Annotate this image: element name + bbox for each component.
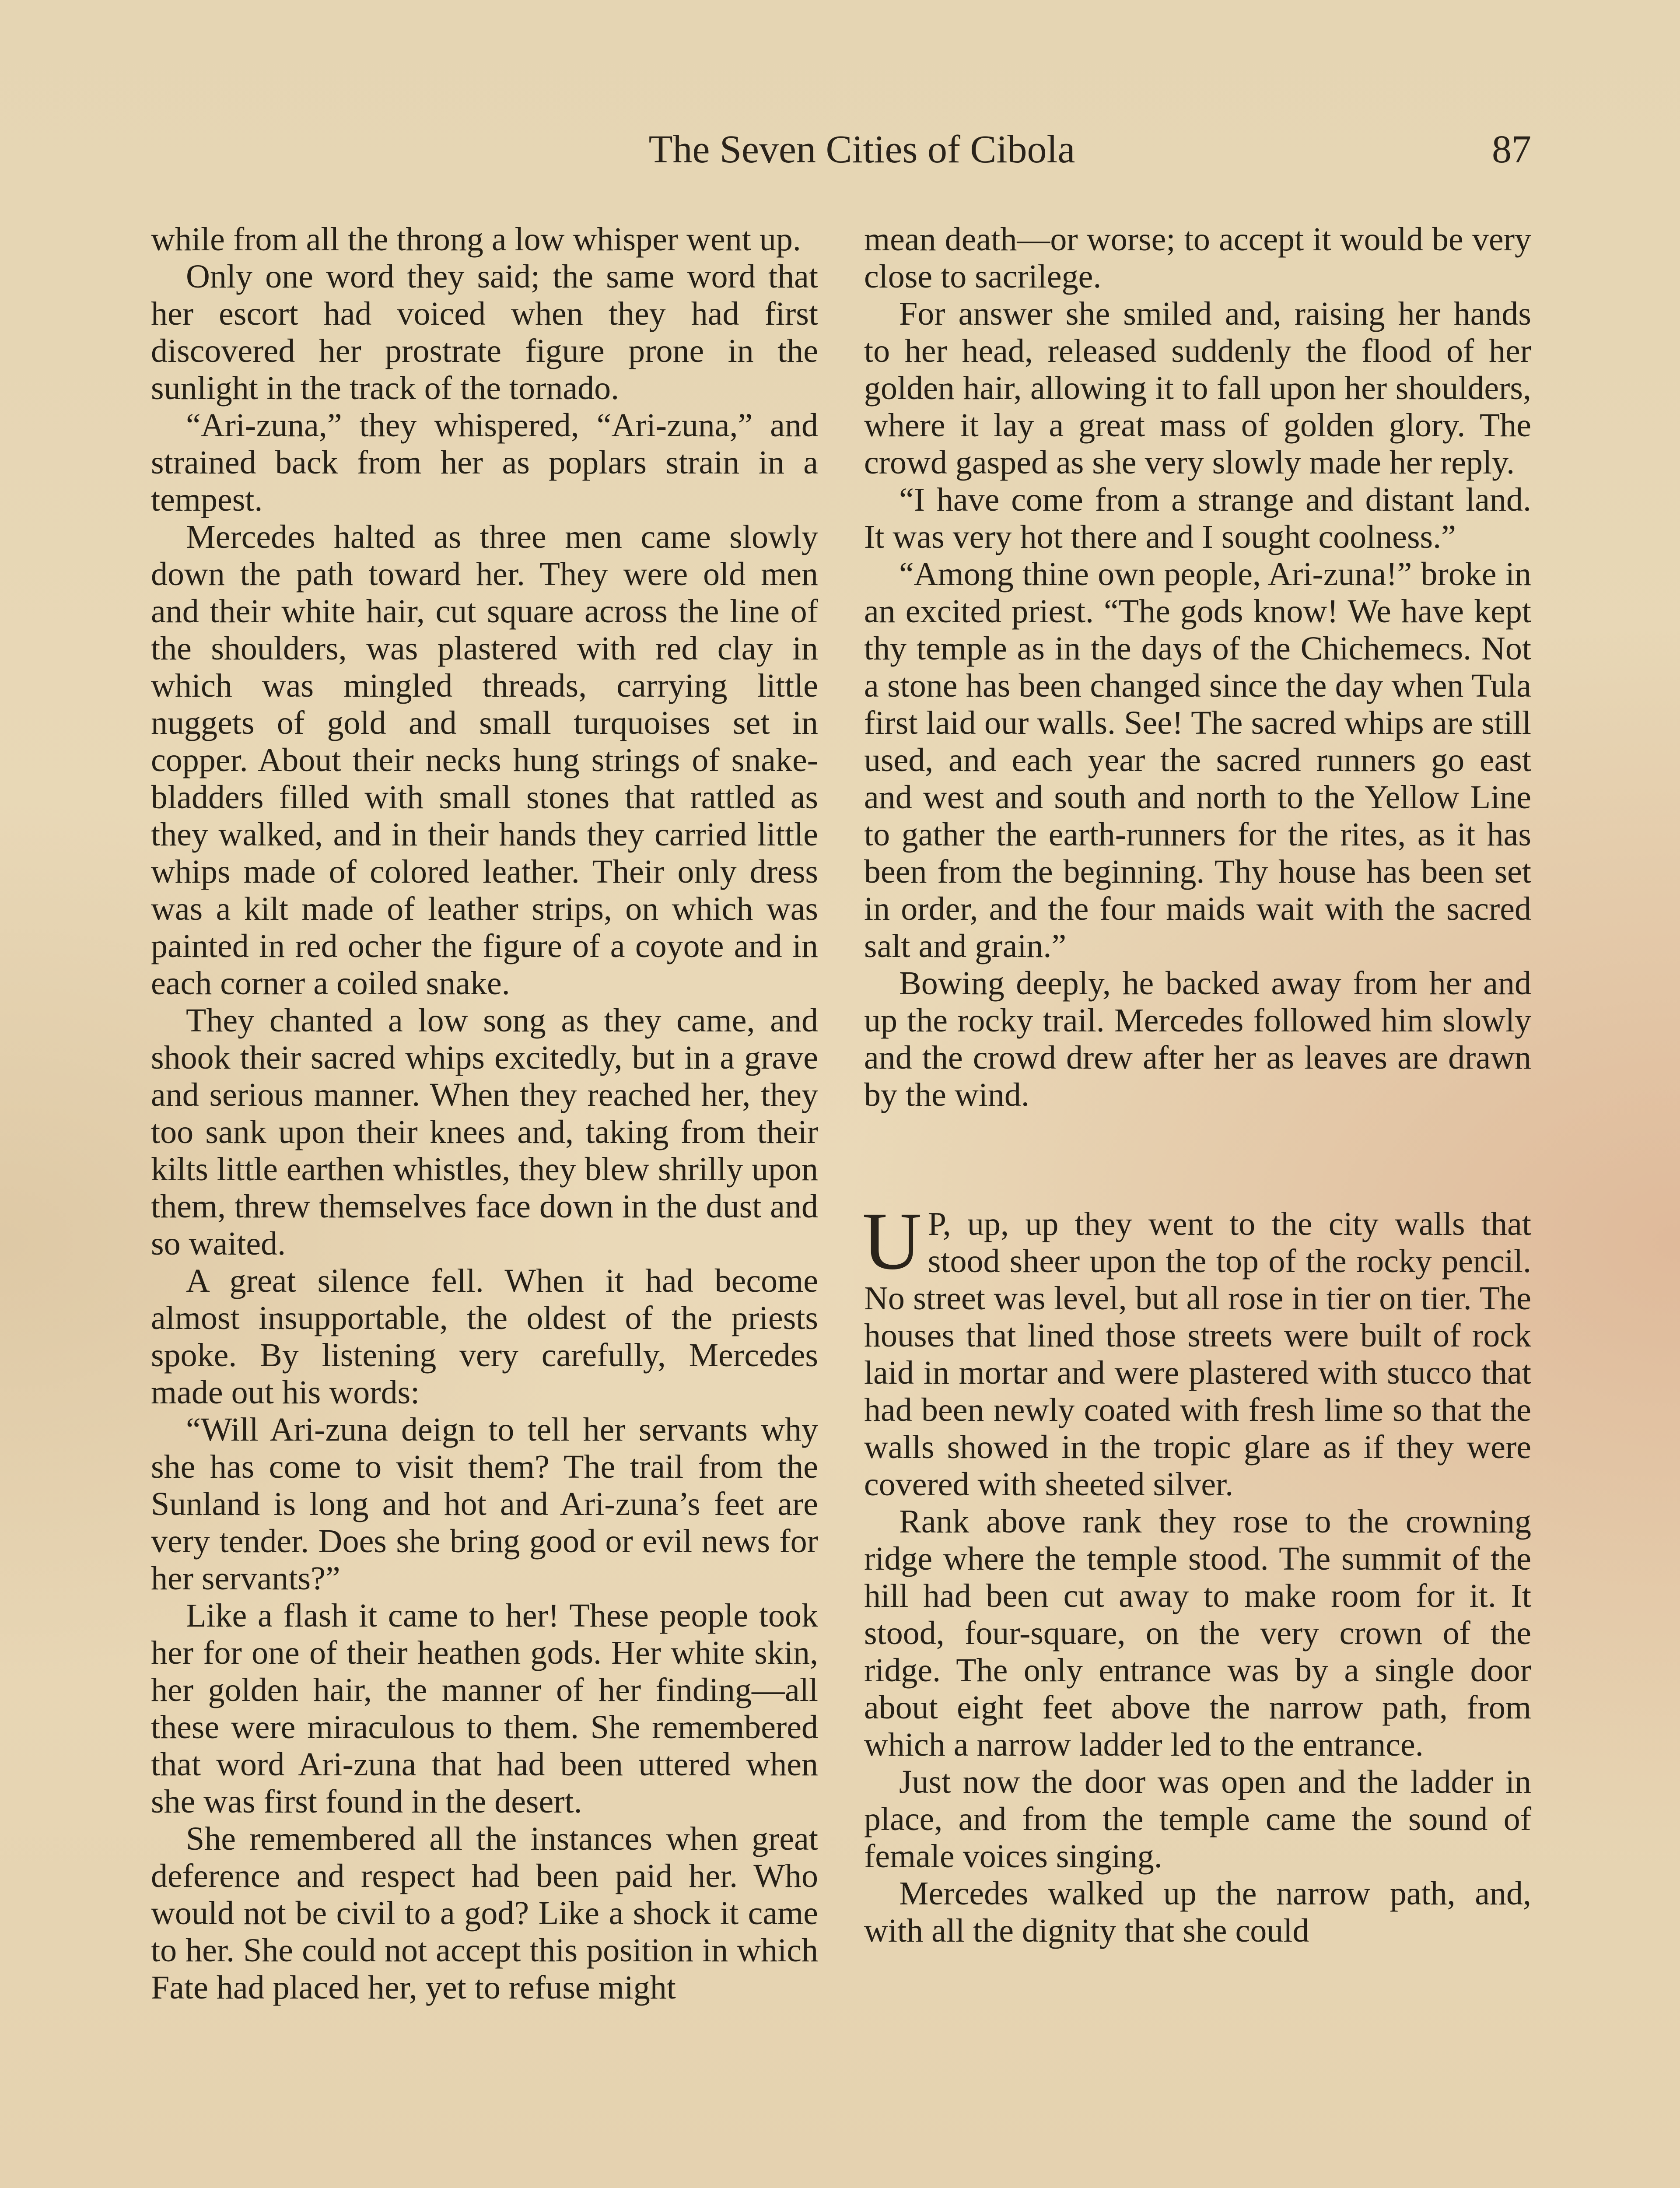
paragraph: “Ari-zuna,” they whispered, “Ari-zuna,” and strained back from her as poplars strain in a tempest. (151, 407, 818, 518)
paragraph: A great silence fell. When it had become almost insupportable, the oldest of the priests spoke. By listening very carefully, Mercedes made out his words: (151, 1262, 818, 1411)
section-break (864, 1114, 1531, 1206)
paragraph: Bowing deeply, he backed away from her and up the rocky trail. Mercedes followed him slowly and the crowd drew after her as leaves are drawn by the wind. (864, 965, 1531, 1113)
paragraph: Mercedes halted as three men came slowly down the path toward her. They were old men and their white hair, cut square across the line of the shoulders, was plastered with red clay in which was mingled threads, carrying little nuggets of gold and small turquoises set in copper. About their necks hung strings of snake-bladders filled with small stones that rattled as they walked, and in their hands they carried little whips made of colored leather. Their only dress was a kilt made of leather strips, on which was painted in red ocher the figure of a coyote and in each corner a coiled snake. (151, 519, 818, 1002)
running-title: The Seven Cities of Cibola (648, 128, 1075, 171)
paragraph: “Among thine own people, Ari-zuna!” broke in an excited priest. “The gods know! We have kept thy temple as in the days of the Chichemecs. Not a stone has been changed since the day when Tula first laid our walls. See! The sacred whips are still used, and each year the sacred runners go east and west and south and north to the Yellow Line to gather the earth-runners for the rites, as it has been from the beginning. Thy house has been set in order, and the four maids wait with the sacred salt and grain.” (864, 556, 1531, 964)
paragraph: Only one word they said; the same word that her escort had voiced when they had first discovered her prostrate figure prone in the sunlight in the track of the tornado. (151, 258, 818, 407)
section-opening-paragraph (862, 1195, 1531, 1503)
page-header (0, 127, 1680, 188)
paragraph: Just now the door was open and the ladder in place, and from the temple came the sound of female voices singing. (864, 1764, 1531, 1875)
drop-cap: U (862, 1195, 922, 1287)
paragraph: She remembered all the instances when great deference and respect had been paid her. Who would not be civil to a god? Like a shock it came to her. She could not accept this position in which Fate had placed her, yet to refuse might (151, 1820, 818, 2006)
opening-text: P, up, up they went to the city walls that stood sheer upon the top of the rocky pencil. No street was level, but all rose in tier on tier. The houses that lined those streets were built of rock laid in mortar and were plastered with stucco that had been newly coated with fresh lime so that the walls showed in the tropic glare as if they were covered with sheeted silver. (864, 1206, 1531, 1503)
right-column (864, 221, 1531, 1950)
paragraph: Mercedes walked up the narrow path, and, with all the dignity that she could (864, 1875, 1531, 1949)
page-number: 87 (1492, 128, 1531, 171)
paragraph: Rank above rank they rose to the crowning ridge where the temple stood. The summit of the hill had been cut away to make room for it. It stood, four-square, on the very crown of the ridge. The only entrance was by a single door about eight feet above the narrow path, from which a narrow ladder led to the entrance. (864, 1503, 1531, 1763)
paragraph: Like a flash it came to her! These people took her for one of their heathen gods. Her white skin, her golden hair, the manner of her finding—all these were miraculous to them. She remembered that word Ari-zuna that had been uttered when she was first found in the desert. (151, 1597, 818, 1820)
paragraph: “Will Ari-zuna deign to tell her servants why she has come to visit them? The trail from the Sunland is long and hot and Ari-zuna’s feet are very tender. Does she bring good or evil news for her servants?” (151, 1411, 818, 1597)
paragraph: while from all the throng a low whisper went up. (151, 221, 801, 258)
left-column (151, 221, 818, 2006)
paragraph: mean death—or worse; to accept it would be very close to sacrilege. (864, 221, 1531, 295)
paragraph: For answer she smiled and, raising her hands to her head, released suddenly the flood of her golden hair, allowing it to fall upon her shoulders, where it lay a great mass of golden glory. The crowd gasped as she very slowly made her reply. (864, 295, 1531, 481)
paragraph: “I have come from a strange and distant land. It was very hot there and I sought coolness.” (864, 481, 1531, 555)
paragraph: They chanted a low song as they came, and shook their sacred whips excitedly, but in a grave and serious manner. When they reached her, they too sank upon their knees and, taking from their kilts little earthen whistles, they blew shrilly upon them, threw themselves face down in the dust and so waited. (151, 1002, 818, 1262)
